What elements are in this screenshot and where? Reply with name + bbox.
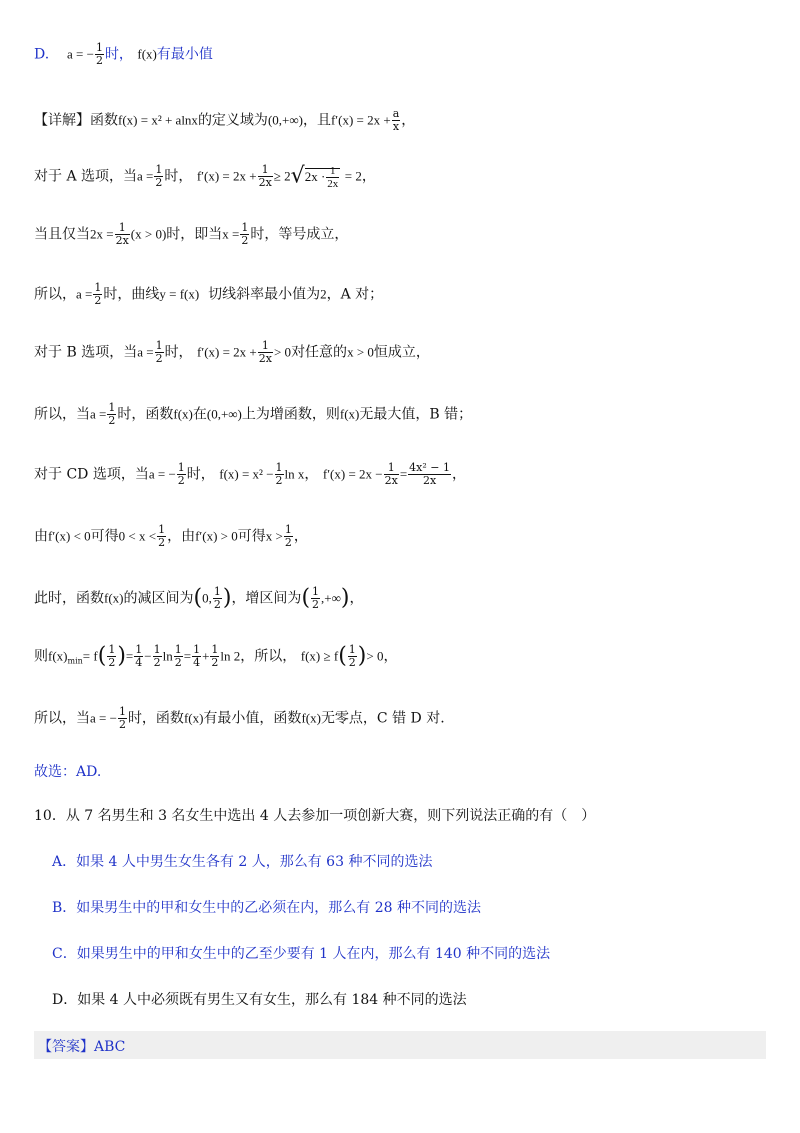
line-a1: 对于 A 选项，当a = $\frac{1}{2}$ 时， f′(x) = 2x + $\frac{1}{2x}$ ≥ 2√2x · $\frac{1}{2x}$ = 2， bbox=[34, 163, 376, 191]
line-b1: 对于 B 选项，当a = $\frac{1}{2}$ 时， f′(x) = 2x + $\frac{1}{2x}$ > 0对任意的x > 0恒成立， bbox=[34, 339, 430, 365]
choose-line: 故选：AD. bbox=[34, 764, 102, 780]
line-cd2: 由f′(x) < 0可得0 < x < $\frac{1}{2}$ ，由f′(x) > 0可得x > $\frac{1}{2}$ ， bbox=[34, 523, 308, 549]
answer-text: 【答案】ABC bbox=[38, 1039, 126, 1055]
detail-line: 【详解】函数f(x) = x² + alnx的定义域为(0,+∞)，且f′(x) = 2x + $\frac{a}{x}$ ， bbox=[34, 107, 416, 133]
line-cd1: 对于 CD 选项，当a = − $\frac{1}{2}$ 时， f(x) = x² − $\frac{1}{2}$ ln x， f′(x) = 2x − $\frac{1}{2x}$ = $\frac{\text{4x² − 1}}{2x}$ ， bbox=[34, 461, 466, 487]
question-10-stem: 10．从 7 名男生和 3 名女生中选出 4 人去参加一项创新大赛，则下列说法正确的有（ ） bbox=[34, 808, 596, 824]
q10-option-d: D．如果 4 人中必须既有男生又有女生，那么有 184 种不同的选法 bbox=[52, 992, 467, 1008]
line-cd4: 则$f(x)_{min}= f$( $\frac{1}{2}$ )= $\frac{1}{4}$ − $\frac{1}{2}$ ln $\frac{1}{2}$ = $\frac{1}{4}$ + $\frac{1}{2}$ ln 2，所以， f(x) ≥ f( $\frac{1}{2}$ )> 0， bbox=[34, 643, 398, 669]
q10-option-b: B．如果男生中的甲和女生中的乙必须在内，那么有 28 种不同的选法 bbox=[52, 900, 482, 916]
q10-option-c: C．如果男生中的甲和女生中的乙至少要有 1 人在内，那么有 140 种不同的选法 bbox=[52, 946, 551, 962]
line-a2: 当且仅当2x = $\frac{1}{2x}$ (x > 0)时，即当x = $\frac{1}{2}$ 时，等号成立， bbox=[34, 221, 349, 247]
option-d-line: D. a = − $\frac{1}{2}$ 时， f(x)有最小值 bbox=[34, 41, 213, 67]
line-cd5: 所以，当a = − $\frac{1}{2}$ 时，函数f(x)有最小值，函数f(x)无零点，C 错 D 对. bbox=[34, 705, 445, 731]
line-a3: 所以，a = $\frac{1}{2}$ 时，曲线y = f(x) 切线斜率最小值为2，A 对； bbox=[34, 281, 384, 307]
answer-bar bbox=[34, 1031, 766, 1059]
line-b2: 所以，当a = $\frac{1}{2}$ 时，函数f(x)在(0,+∞)上为增函数，则f(x)无最大值，B 错； bbox=[34, 401, 473, 427]
line-cd3: 此时，函数f(x)的减区间为(0, $\frac{1}{2}$ )，增区间为( $\frac{1}{2}$ ,+∞)， bbox=[34, 585, 364, 611]
sqrt-expr: 2x · $\frac{1}{2x}$ bbox=[304, 165, 339, 191]
q10-option-a: A．如果 4 人中男生女生各有 2 人，那么有 63 种不同的选法 bbox=[52, 854, 433, 870]
